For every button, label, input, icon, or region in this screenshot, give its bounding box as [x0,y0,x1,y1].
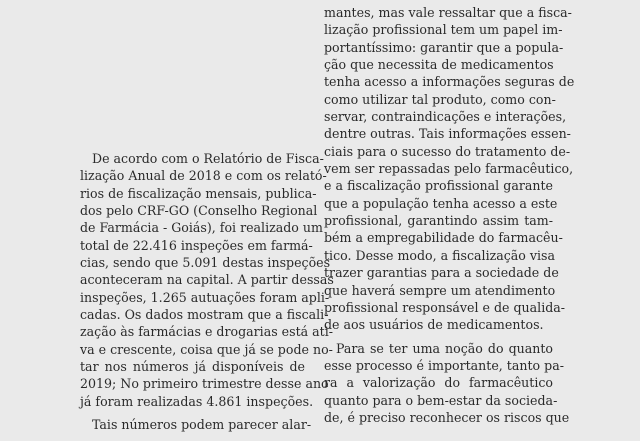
text-line: De acordo com o Relatório de Fisca- [92,151,324,166]
text-line: bém a empregabilidade do farmacêu- [324,230,563,246]
text-line: tenha acesso a informações seguras de [324,74,575,90]
text-line: de aos usuários de medicamentos. [324,317,544,333]
text-line: ciais para o sucesso do tratamento de- [324,143,571,159]
text-line: quanto para o bem-estar da socieda- [324,392,558,408]
text-line: vem ser repassadas pelo farmacêutico, [324,161,574,177]
text-line: tico. Desse modo, a fiscalização visa [324,247,556,263]
left-paragraph-1 [80,150,334,410]
right-column [324,4,575,426]
text-line: va e crescente, coisa que já se pode no- [80,341,333,357]
right-paragraph-1 [324,4,575,334]
text-line: e a fiscalização profissional garante [324,178,553,194]
text-line: que haverá sempre um atendimento [324,282,556,298]
text-line: dentre outras. Tais informações essen- [324,126,571,142]
text-line: 2019; No primeiro trimestre desse ano [80,376,329,392]
text-line: cadas. Os dados mostram que a fiscali- [80,307,329,323]
text-line: portantíssimo: garantir que a popula- [324,39,564,55]
right-paragraph-2 [324,340,570,427]
text-line: dos pelo CRF-GO (Conselho Regional [80,203,318,219]
text-line: lização profissional tem um papel im- [324,22,563,38]
text-line: profissional responsável e de qualida- [324,299,566,315]
text-line: que a população tenha acesso a este [324,195,558,211]
text-line: de Farmácia - Goiás), foi realizado um [80,220,323,236]
text-line: ra a valorização do farmacêutico [324,375,553,391]
text-line: cias, sendo que 5.091 destas inspeções [80,255,331,271]
text-line: lização Anual de 2018 e com os relató- [80,168,327,184]
text-line: mantes, mas vale ressaltar que a fisca- [324,5,572,20]
text-line: zação às farmácias e drogarias está ati- [80,324,334,340]
text-line: rios de fiscalização mensais, publica- [80,185,317,201]
text-line: esse processo é importante, tanto pa- [324,357,564,373]
text-line: servar, contraindicações e interações, [324,109,567,125]
text-line: trazer garantias para a sociedade de [324,265,559,281]
text-line: Para se ter uma noção do quanto [336,340,553,356]
left-paragraph-2 [80,416,312,433]
text-line: total de 22.416 inspeções em farmá- [80,237,313,253]
text-line: já foram realizadas 4.861 inspeções. [80,393,314,409]
text-line: profissional, garantindo assim tam- [324,213,553,229]
left-column [80,150,334,434]
text-line: de, é preciso reconhecer os riscos que [324,409,570,425]
text-line: ção que necessita de medicamentos [324,57,554,73]
text-line: tar nos números já disponíveis de [80,359,305,375]
text-line: como utilizar tal produto, como con- [324,91,556,107]
text-line: Tais números podem parecer alar- [92,417,312,433]
text-line: aconteceram na capital. A partir dessas [80,272,334,288]
text-line: inspeções, 1.265 autuações foram apli- [80,289,330,305]
